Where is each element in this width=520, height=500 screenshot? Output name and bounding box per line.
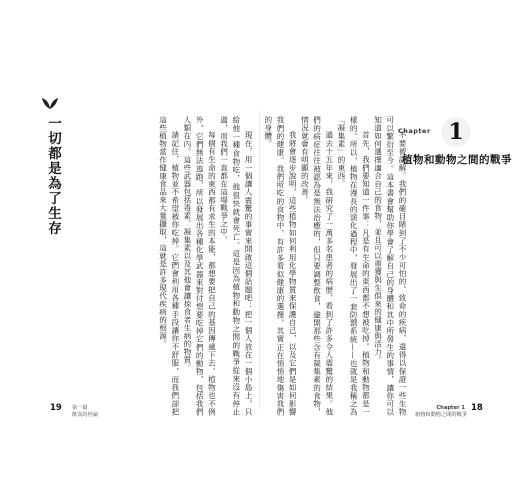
right-footer-chapter: Chapter 1 bbox=[436, 405, 465, 411]
left-page bbox=[14, 96, 257, 426]
leaf-icon bbox=[41, 96, 59, 110]
right-footer-title: 植物和動物之間的戰爭 bbox=[415, 412, 467, 418]
right-paragraph-4: 我將會逐步說明，這些植物如何利用化學物質來保護自己，以及它們是如何影響我們的健康。我們所吃的食物中，有許多看似健康的選擇，其實正在悄悄地傷害我們的身體。 bbox=[263, 116, 298, 416]
right-paragraph-3: 過去十五年來，我研究了一萬多名患者的病歷，看到了許多令人震驚的結果。他們的病症往往被認為是無法治癒的，但只要調整飲食，避開那些含有凝集素的食物，情況就會有明顯的改善。 bbox=[300, 116, 334, 416]
left-footer-part-title: 飲食的悖論 bbox=[72, 412, 98, 418]
section-title: 一切都是為了生存 bbox=[45, 116, 61, 236]
right-page-number: 18 bbox=[471, 403, 483, 413]
right-page-body bbox=[263, 116, 408, 416]
left-footer-part: 第一篇 bbox=[72, 405, 88, 411]
left-paragraph-3: 請記住，植物並不希望被你吃掉。它們會利用各種手段讓你不舒服，而我們卻把這些植物當作健康食品來大量攝取，這就是許多現代疾病的根源。 bbox=[158, 116, 180, 416]
right-paragraph-1: 不要被誤解。我們的確目睹到了不少可怕的、致命的疾病，還得以保證一些生物可以繁衍至今。這本書會幫助你學會了解自己的身體和其中所發生的事情，讓你可以知道如何選擇適合自己的食物，並且可以重獲與生俱來的健康與活力。 bbox=[373, 116, 407, 416]
left-page-body bbox=[74, 116, 254, 416]
right-page bbox=[263, 96, 512, 426]
right-paragraph-2: 首先，我們要知道一件事：凡是有生命的東西都不想被吃掉。植物和動物都是一樣的。所以，植物在漫長的演化過程中，發展出了一套防禦系統——也就是我稱之為「凝集素」的東西。 bbox=[336, 116, 371, 416]
left-paragraph-2: 每個有生命的東西都有求生的本能，都想要把自己的基因傳遞下去。植物也不例外，它們無法逃跑，所以發展出各種化學武器來對付想要吃掉它們的動物，包括我們人類在內。這些武器包括毒素、凝集素以及其他會讓掠食者生病的物質。 bbox=[182, 116, 217, 416]
chapter-number-badge: 1 bbox=[441, 117, 471, 147]
chapter-title: 植物和動物之間的戰爭 bbox=[402, 154, 512, 166]
gutter-divider bbox=[259, 110, 260, 410]
chapter-label: Chapter bbox=[398, 127, 431, 135]
left-paragraph-1: 現在，用一個讓人震驚的事實來開啟這個話題吧：把一個人放在一個小島上，只給他一種食物吃，他很快就會死亡。這是因為植物和動物之間的戰爭從來沒有停止過，而我們一直都在這場戰爭之中。 bbox=[219, 116, 253, 416]
left-page-number: 19 bbox=[50, 403, 62, 413]
